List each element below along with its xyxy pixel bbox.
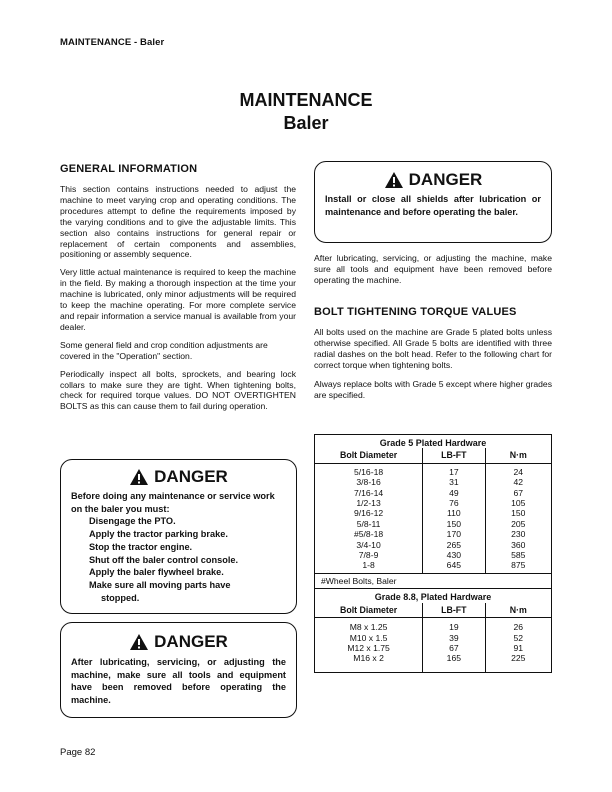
page-number: Page 82 — [60, 747, 96, 758]
nm-cell: 225 — [511, 653, 526, 664]
grade5-footnote: #Wheel Bolts, Baler — [315, 573, 551, 588]
nm-cell: 360 — [511, 539, 526, 550]
page-subtitle: Baler — [283, 113, 329, 133]
nm-cell: 150 — [511, 508, 526, 519]
general-information-body — [60, 184, 296, 412]
lbft-cell: 17 — [423, 463, 485, 477]
bolt-diameter-cell: M12 x 1.75 — [347, 642, 390, 653]
table-row — [315, 550, 551, 560]
nm-cell: 585 — [511, 550, 526, 561]
table-row — [315, 529, 551, 539]
warning-triangle-icon — [129, 468, 149, 486]
table-row — [315, 463, 551, 477]
nm-cell: 205 — [511, 518, 526, 529]
grade88-header-row — [315, 603, 551, 618]
bolt-diameter-cell: M16 x 2 — [353, 653, 384, 664]
grade5-footnote-row — [315, 573, 551, 588]
bolt-paragraph: Always replace bolts with Grade 5 except where higher grades are specified. — [314, 378, 552, 400]
lbft-cell: 31 — [423, 477, 485, 487]
bolt-diameter-cell: #5/8-18 — [353, 529, 384, 540]
lbft-cell: 430 — [423, 550, 485, 560]
warning-triangle-icon — [384, 171, 404, 189]
lbft-cell: 49 — [423, 488, 485, 498]
nm-cell: 91 — [513, 642, 524, 653]
table-row — [315, 633, 551, 643]
bolt-diameter-cell: 5/8-11 — [356, 518, 381, 529]
lbft-cell: 150 — [423, 519, 485, 529]
bolt-diameter-cell: 9/16-12 — [353, 508, 384, 519]
lbft-cell: 170 — [423, 529, 485, 539]
torque-table — [314, 434, 552, 673]
danger-box-tools — [60, 622, 297, 718]
table-row — [315, 519, 551, 529]
general-paragraph: Very little actual maintenance is required to keep the machine in the field. By making a thorough inspection at the time your machine is lubricated, only minor adjustments will be required to keep the machine operating. For more complete service and repair information a service manual is available from your dealer. — [60, 267, 296, 332]
table-row — [315, 540, 551, 550]
grade5-header-row — [315, 448, 551, 463]
column-header: Bolt Diameter — [315, 448, 423, 463]
table-row — [315, 618, 551, 633]
danger-header — [325, 170, 541, 190]
nm-cell: 24 — [513, 466, 524, 477]
warning-triangle-icon — [129, 633, 149, 651]
nm-cell: 26 — [513, 622, 524, 633]
column-header: Bolt Diameter — [315, 603, 423, 618]
column-header: N·m — [485, 448, 551, 463]
danger-step: Shut off the baler control console. — [89, 554, 239, 565]
grade88-table — [315, 588, 551, 671]
general-paragraph: Some general field and crop condition adjustments are covered in the "Operation" section. — [60, 339, 268, 361]
table-row — [315, 508, 551, 518]
danger-step: Make sure all moving parts have — [89, 580, 231, 591]
bolt-paragraph: All bolts used on the machine are Grade 5 plated bolts unless otherwise specified. All Grade 5 bolts are identified with three radial dashes on the bolt head. Refer to the following chart for correct torque when tightening bolts. — [314, 327, 552, 370]
lbft-cell: 67 — [423, 643, 485, 653]
lbft-cell: 265 — [423, 540, 485, 550]
nm-cell: 67 — [513, 487, 524, 498]
nm-cell: 875 — [511, 560, 526, 571]
nm-cell: 105 — [511, 498, 526, 509]
grade88-title: Grade 8.8, Plated Hardware — [315, 589, 551, 603]
danger-step: Disengage the PTO. — [89, 516, 176, 527]
nm-cell: 52 — [513, 632, 524, 643]
column-header: N·m — [485, 603, 551, 618]
bolt-diameter-cell: 1-8 — [362, 560, 375, 571]
danger-label: DANGER — [408, 170, 483, 189]
lbft-cell: 165 — [423, 653, 485, 671]
danger-step: Apply the tractor parking brake. — [89, 528, 228, 539]
danger-text: Install or close all shields after lubrication or maintenance and before operating the baler. — [325, 194, 541, 217]
lbft-cell: 19 — [423, 618, 485, 633]
nm-cell: 42 — [513, 477, 524, 488]
after-lube-paragraph: After lubricating, servicing, or adjusting the machine, make sure all tools and equipment have been removed before operating the machine. — [314, 253, 552, 285]
danger-steps-list — [71, 515, 286, 605]
bolt-diameter-cell: 3/8-16 — [356, 477, 381, 488]
table-row — [315, 643, 551, 653]
general-paragraph: This section contains instructions needed to adjust the machine to meet varying crop and operating conditions. The procedures attempt to define the requirements imposed by the varying conditions and to give the adjustable limits. This section also contains instructions for general repair or replacement of certain components and assemblies, positioning or assembly sequence. — [60, 184, 296, 260]
table-row — [315, 488, 551, 498]
danger-step: stopped. — [101, 592, 140, 603]
table-row — [315, 653, 551, 671]
danger-step: Stop the tractor engine. — [89, 541, 193, 552]
column-header: LB-FT — [423, 448, 485, 463]
grade5-title: Grade 5 Plated Hardware — [379, 438, 487, 448]
danger-text: After lubricating, servicing, or adjusting the machine, make sure all tools and equipment have been removed before operating the machine. — [71, 657, 286, 705]
bolt-diameter-cell: 5/16-18 — [353, 466, 384, 477]
danger-intro: Before doing any maintenance or service work on the baler you must: — [71, 491, 275, 514]
danger-label: DANGER — [154, 467, 228, 486]
lbft-cell: 76 — [423, 498, 485, 508]
nm-cell: 230 — [511, 529, 526, 540]
bolt-diameter-cell: M8 x 1.25 — [349, 622, 388, 633]
table-row — [315, 477, 551, 487]
general-information-heading: GENERAL INFORMATION — [60, 163, 198, 175]
page-title: MAINTENANCE — [239, 90, 373, 110]
bolt-diameter-cell: 7/8-9 — [358, 550, 379, 561]
danger-box-shields — [314, 161, 552, 243]
running-header: MAINTENANCE - Baler — [60, 37, 165, 48]
general-paragraph: Periodically inspect all bolts, sprockets, and bearing lock collars to make sure they are tight. When tightening bolts, check for required torque values. DO NOT OVERTIGHTEN BOLTS as this can cause them to fail during operation. — [60, 368, 296, 412]
danger-header — [71, 467, 286, 487]
danger-box-maintenance — [60, 459, 297, 614]
bolt-diameter-cell: 1/2-13 — [356, 498, 381, 509]
lbft-cell: 110 — [423, 508, 485, 518]
bolt-diameter-cell: 3/4-10 — [356, 539, 381, 550]
table-row — [315, 498, 551, 508]
danger-step: Apply the baler flywheel brake. — [89, 567, 224, 578]
bolt-diameter-cell: 7/16-14 — [353, 487, 384, 498]
lbft-cell: 645 — [423, 560, 485, 573]
column-header: LB-FT — [423, 603, 485, 618]
bolt-diameter-cell: M10 x 1.5 — [349, 632, 388, 643]
after-lube-block — [314, 253, 552, 286]
grade5-table — [315, 435, 551, 588]
danger-header — [71, 632, 286, 652]
danger-label: DANGER — [154, 632, 228, 651]
bolt-torque-heading: BOLT TIGHTENING TORQUE VALUES — [314, 306, 517, 318]
bolt-torque-body — [314, 327, 552, 400]
lbft-cell: 39 — [423, 633, 485, 643]
table-row — [315, 560, 551, 573]
